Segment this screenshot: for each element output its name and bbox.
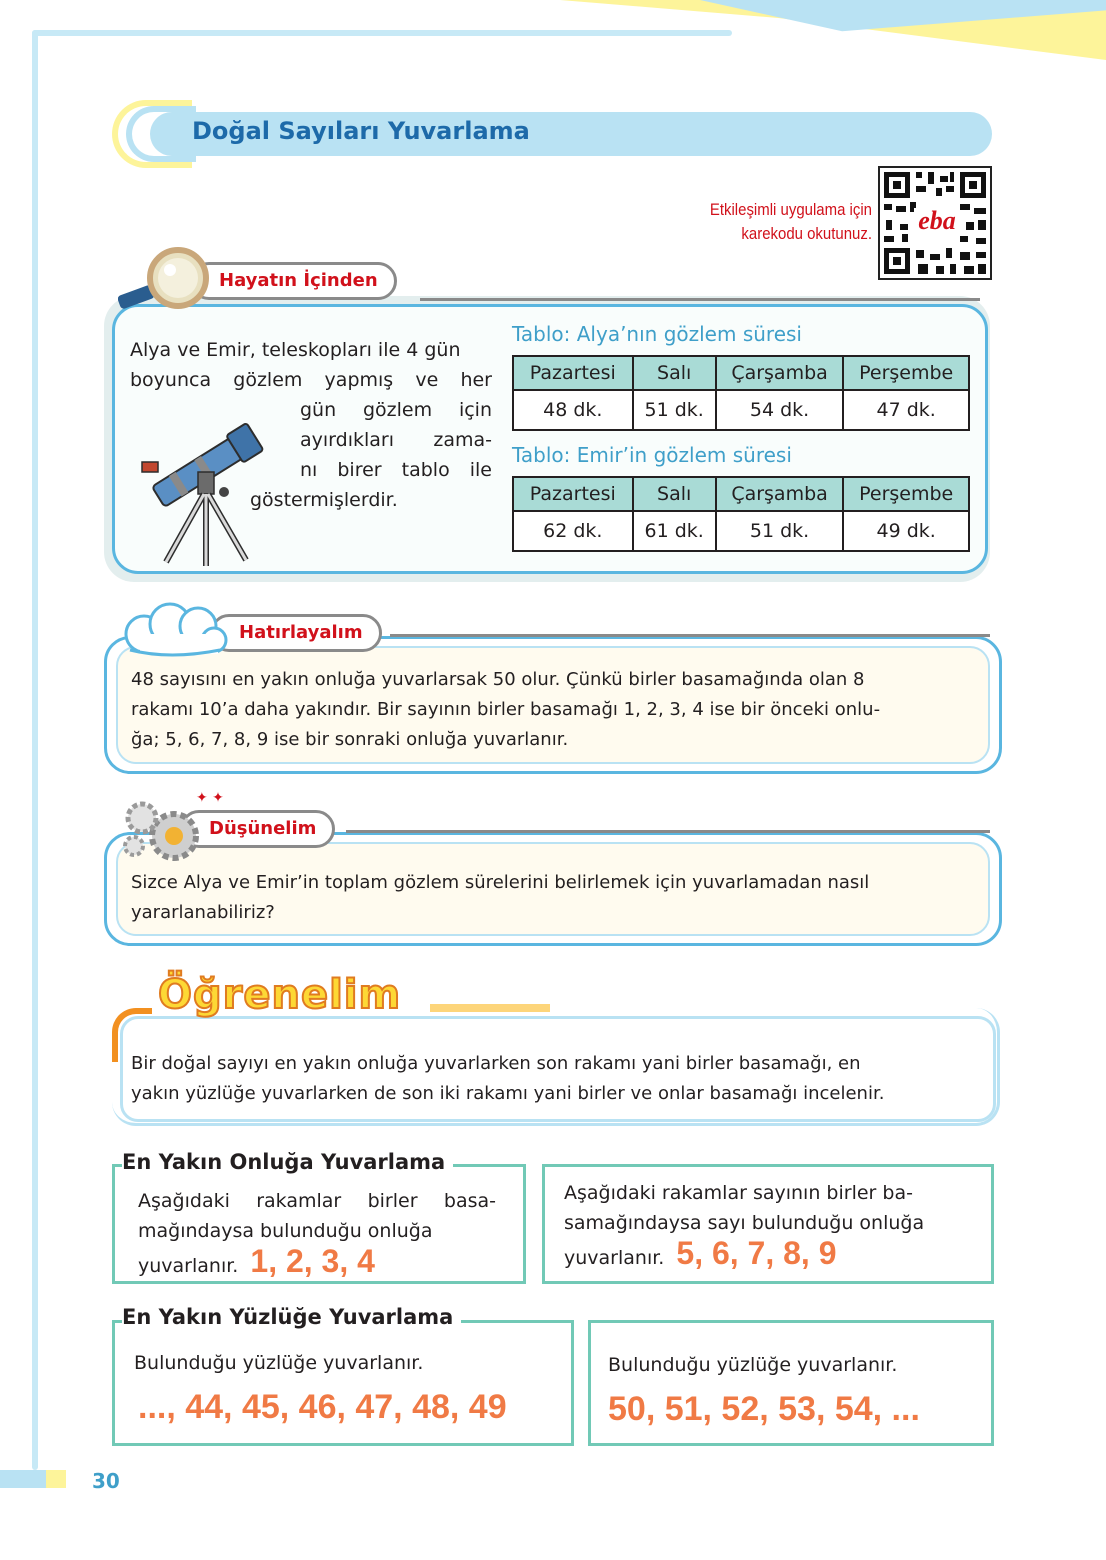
onluga-left-line: mağındaysa bulunduğu onluğa bbox=[138, 1220, 433, 1242]
ogrenelim-box-top bbox=[560, 1008, 1000, 1011]
onluga-right-line: Aşağıdaki rakamlar sayının birler ba- bbox=[564, 1182, 913, 1204]
onluga-left-line: Aşağıdaki rakamlar birler basa- bbox=[138, 1190, 496, 1212]
dusunelim-text bbox=[131, 868, 981, 928]
qr-note-line2: karekodu okutunuz. bbox=[741, 224, 872, 243]
table1-cell: 54 dk. bbox=[716, 390, 844, 430]
hatirlayalim-label: Hatırlayalım bbox=[210, 614, 382, 652]
onluga-right-line: yuvarlanır. 5, 6, 7, 8, 9 bbox=[564, 1235, 837, 1271]
onluga-right-digits: 5, 6, 7, 8, 9 bbox=[676, 1235, 837, 1271]
hayatin-line: nı birer tablo ile bbox=[300, 459, 492, 481]
magnifier-icon bbox=[118, 246, 218, 316]
footer-yellow-bar bbox=[46, 1470, 66, 1488]
table1-cell: 51 dk. bbox=[633, 390, 716, 430]
table2-header: Çarşamba bbox=[716, 477, 844, 511]
dusunelim-line: yararlanabiliriz? bbox=[131, 902, 275, 923]
table2-header: Salı bbox=[633, 477, 716, 511]
ogrenelim-line: Bir doğal sayıyı en yakın onluğa yuvarlarken son rakamı yani birler basamağı, en bbox=[131, 1053, 861, 1074]
cloud-icon bbox=[120, 598, 230, 662]
table2-cell: 62 dk. bbox=[513, 511, 633, 551]
page-frame-top bbox=[32, 30, 732, 36]
page-title: Doğal Sayıları Yuvarlama bbox=[192, 117, 530, 145]
yuzluge-heading: En Yakın Yüzlüğe Yuvarlama bbox=[122, 1305, 461, 1329]
yuzluge-left-box bbox=[112, 1320, 574, 1446]
footer-blue-bar bbox=[0, 1470, 46, 1488]
qr-note-line1: Etkileşimli uygulama için bbox=[709, 200, 872, 219]
qr-note bbox=[643, 198, 872, 246]
page-frame-left bbox=[32, 30, 38, 1470]
hatirlayalim-line: 48 sayısını en yakın onluğa yuvarlarsak 50 olur. Çünkü birler basamağında olan 8 bbox=[131, 669, 865, 690]
hatirlayalim-line: ğa; 5, 6, 7, 8, 9 ise bir sonraki onluğa yuvarlanır. bbox=[131, 729, 569, 750]
table2-cell: 51 dk. bbox=[716, 511, 844, 551]
telescope-icon bbox=[136, 400, 266, 570]
hayatin-label: Hayatın İçinden bbox=[190, 262, 397, 300]
yuzluge-right-text: Bulunduğu yüzlüğe yuvarlanır. bbox=[608, 1354, 898, 1376]
gears-icon bbox=[118, 784, 238, 864]
onluga-right-line: samağındaysa sayı bulunduğu onluğa bbox=[564, 1212, 925, 1234]
dusunelim-pill-line bbox=[346, 830, 990, 833]
yuzluge-left-numbers: ..., 44, 45, 46, 47, 48, 49 bbox=[138, 1388, 507, 1426]
hayatin-line: gün gözlem için bbox=[300, 399, 492, 421]
hayatin-line: boyunca gözlem yapmış ve her bbox=[130, 369, 492, 391]
hatirlayalim-text bbox=[131, 665, 981, 755]
dusunelim-label: Düşünelim bbox=[180, 810, 335, 848]
hatirlayalim-pill-line bbox=[390, 634, 990, 637]
table1-header: Pazartesi bbox=[513, 356, 633, 390]
hayatin-line: göstermişlerdir. bbox=[250, 489, 398, 511]
table1-cell: 47 dk. bbox=[843, 390, 969, 430]
dusunelim-line: Sizce Alya ve Emir’in toplam gözlem sürelerini belirlemek için yuvarlamadan nasıl bbox=[131, 872, 870, 893]
table1-header: Çarşamba bbox=[716, 356, 844, 390]
ogrenelim-text bbox=[131, 1049, 991, 1109]
table2-caption: Tablo: Emir’in gözlem süresi bbox=[512, 443, 792, 467]
table2-cell: 61 dk. bbox=[633, 511, 716, 551]
onluga-left-digits: 1, 2, 3, 4 bbox=[250, 1243, 375, 1279]
table1 bbox=[512, 355, 970, 431]
onluga-right-text bbox=[564, 1178, 964, 1273]
hayatin-pill-line bbox=[420, 298, 980, 301]
table1-header: Salı bbox=[633, 356, 716, 390]
hayatin-line: Alya ve Emir, teleskopları ile 4 gün bbox=[130, 339, 461, 361]
onluga-heading: En Yakın Onluğa Yuvarlama bbox=[122, 1150, 453, 1174]
hayatin-line: ayırdıkları zama- bbox=[300, 429, 492, 451]
hatirlayalim-line: rakamı 10’a daha yakındır. Bir sayının birler basamağı 1, 2, 3, 4 ise bir önceki onlu- bbox=[131, 699, 881, 720]
table2 bbox=[512, 476, 970, 552]
eba-logo: eba bbox=[918, 206, 956, 235]
ogrenelim-line: yakın yüzlüğe yuvarlarken de son iki rakamı yani birler ve onlar basamağı incelenir. bbox=[131, 1083, 885, 1104]
table2-header: Pazartesi bbox=[513, 477, 633, 511]
qr-code-icon[interactable] bbox=[878, 166, 992, 280]
table2-cell: 49 dk. bbox=[843, 511, 969, 551]
yuzluge-left-text: Bulunduğu yüzlüğe yuvarlanır. bbox=[134, 1352, 424, 1374]
table1-caption: Tablo: Alya’nın gözlem süresi bbox=[512, 322, 802, 346]
onluga-left-line: yuvarlanır. 1, 2, 3, 4 bbox=[138, 1243, 375, 1279]
table1-cell: 48 dk. bbox=[513, 390, 633, 430]
page-number: 30 bbox=[92, 1469, 120, 1493]
table2-header: Perşembe bbox=[843, 477, 969, 511]
svg-text:✦ ✦: ✦ ✦ bbox=[196, 790, 224, 806]
table1-header: Perşembe bbox=[843, 356, 969, 390]
yuzluge-right-numbers: 50, 51, 52, 53, 54, ... bbox=[608, 1390, 920, 1428]
onluga-left-text bbox=[138, 1186, 496, 1281]
ogrenelim-label: Öğrenelim bbox=[158, 972, 402, 1018]
